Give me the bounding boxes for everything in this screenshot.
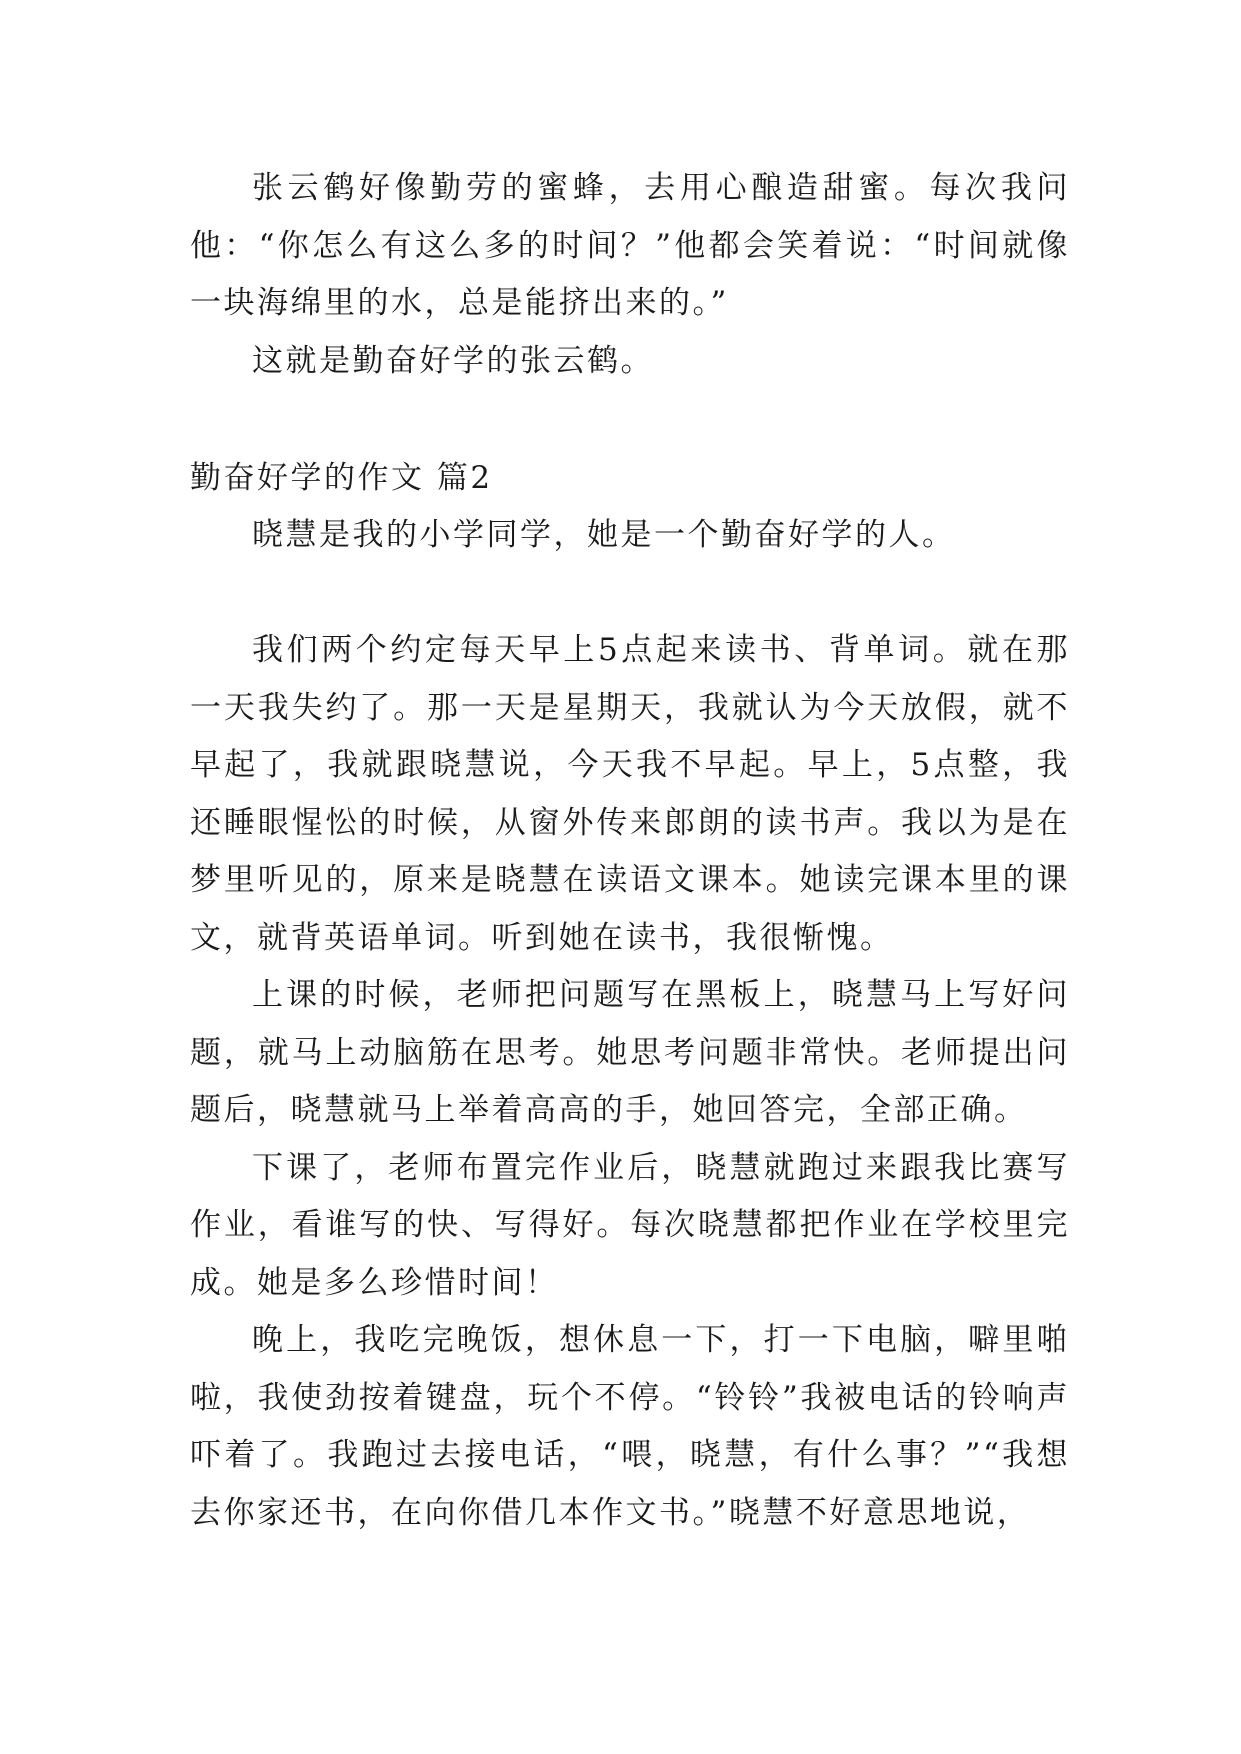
paragraph-xiaohui-intro: 晓慧是我的小学同学，她是一个勤奋好学的人。	[252, 517, 956, 553]
paragraph-morning-reading: 我们两个约定每天早上5点起来读书、背单词。就在那一天我失约了。那一天是星期天，我就认为今天放假，就不早起了，我就跟晓慧说，今天我不早起。早上，5点整，我还睡眼惺忪的时候，从窗外传来郎朗的读书声。我以为是在梦里听见的，原来是晓慧在读语文课本。她读完课本里的课文，就背英语单词。听到她在读书，我很惭愧。	[190, 632, 1070, 956]
section-1-body	[190, 160, 1070, 390]
paragraph-zhang-yunhe-summary: 这就是勤奋好学的张云鹤。	[252, 342, 654, 379]
section-2-intro	[190, 507, 1070, 565]
section-2-body	[190, 622, 1070, 1542]
paragraph-homework: 下课了，老师布置完作业后，晓慧就跑过来跟我比赛写作业，看谁写的快、写得好。每次晓慧都把作业在学校里完成。她是多么珍惜时间！	[190, 1149, 1070, 1301]
paragraph-zhang-yunhe-bee: 张云鹤好像勤劳的蜜蜂，去用心酿造甜蜜。每次我问他：“你怎么有这么多的时间？”他都会笑着说：“时间就像一块海绵里的水，总是能挤出来的。”	[190, 170, 1070, 321]
paragraph-evening-phone: 晚上，我吃完晚饭，想休息一下，打一下电脑，噼里啪啦，我使劲按着键盘，玩个不停。“铃铃”我被电话的铃响声吓着了。我跑过去接电话，“喂，晓慧，有什么事？”“我想去你家还书，在向你借几本作文书。”晓慧不好意思地说，	[190, 1322, 1070, 1531]
section-2-heading: 勤奋好学的作文 篇2	[190, 460, 493, 496]
paragraph-in-class: 上课的时候，老师把问题写在黑板上，晓慧马上写好问题，就马上动脑筋在思考。她思考问题非常快。老师提出问题后，晓慧就马上举着高高的手，她回答完，全部正确。	[190, 977, 1070, 1128]
